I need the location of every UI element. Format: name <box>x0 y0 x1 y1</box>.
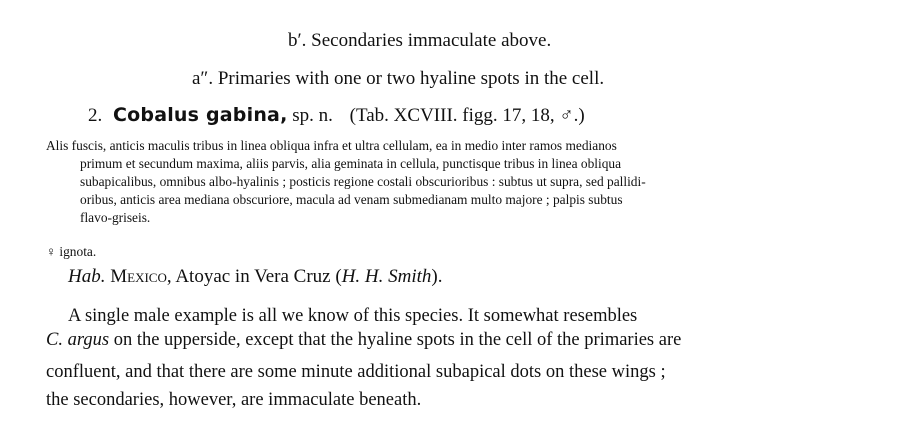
habitat-country: Mexico, <box>110 266 172 287</box>
habitat-line: Hab. Mexico, Atoyac in Vera Cruz (H. H. Smith). <box>68 266 443 287</box>
habitat-locality: Atoyac in Vera Cruz <box>175 266 331 287</box>
latin-diagnosis-line: flavo-griseis. <box>80 210 151 225</box>
description-line <box>46 330 681 351</box>
species-name: Cobalus gabina, <box>113 104 288 126</box>
key-heading-a: a″. Primaries with one or two hyaline spots in the cell. <box>192 68 605 89</box>
latin-diagnosis-line: primum et secundum maxima, aliis parvis, alia geminata in cellula, punctisque tribus in linea obliqua <box>80 156 622 171</box>
description-line: A single male example is all we know of this species. It somewhat resembles <box>68 306 638 326</box>
description-line: confluent, and that there are some minute additional subapical dots on these wings ; <box>46 362 666 382</box>
description-line: the secondaries, however, are immaculate beneath. <box>46 390 422 410</box>
description-text: on the upperside, except that the hyaline spots in the cell of the primaries are <box>113 330 682 350</box>
latin-diagnosis-line: oribus, anticis area mediana obscuriore, macula ad venam submedianam multo majore ; palpis subtus <box>80 192 623 207</box>
key-heading-b: b′. Secondaries immaculate above. <box>288 30 552 51</box>
latin-diagnosis-line: Alis fuscis, anticis maculis tribus in linea obliqua infra et ultra cellulam, ea in medio inter ramos medianos <box>46 138 617 153</box>
species-number: 2. <box>88 105 103 126</box>
description-species-ref: C. argus <box>46 330 110 350</box>
species-heading <box>88 104 585 127</box>
species-status: sp. n. <box>292 105 333 126</box>
female-note: ♀ ignota. <box>46 244 97 259</box>
habitat-collector: H. H. Smith <box>341 266 432 287</box>
latin-diagnosis-line: subapicalibus, omnibus albo-hyalinis ; posticis regione costali obscurioribus : subtus ut supra, sed pallidi- <box>80 174 646 189</box>
habitat-label: Hab. <box>68 266 106 287</box>
plate-reference: (Tab. XCVIII. figg. 17, 18, ♂.) <box>349 105 585 126</box>
